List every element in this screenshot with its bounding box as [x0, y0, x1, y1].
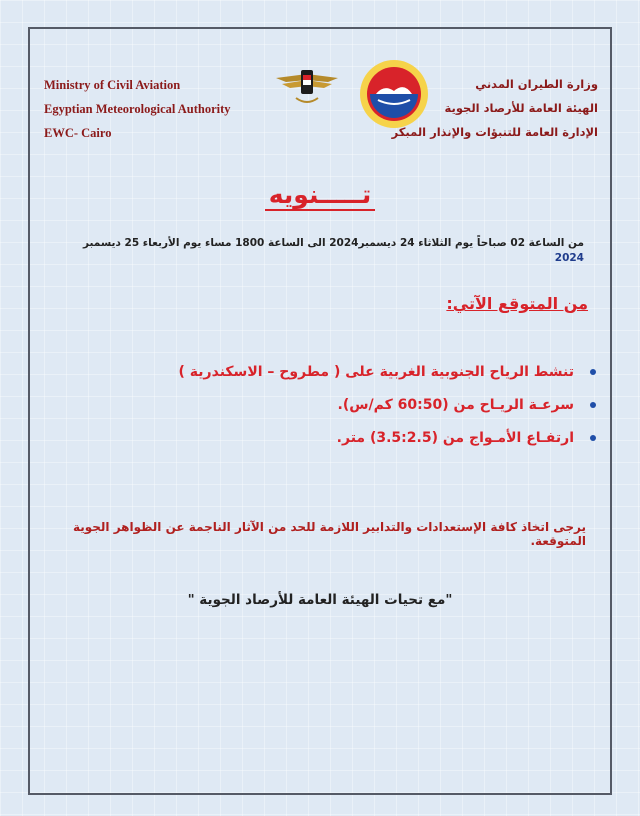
department-name-ar: الإدارة العامة للتنبؤات والإنذار المبكر — [391, 125, 598, 139]
bullet-icon — [590, 435, 596, 441]
list-item — [154, 422, 574, 455]
notice-title — [0, 180, 640, 209]
list-item-text: تنشط الرياح الجنوبية الغربية على ( مطروح – الاسكندرية ) — [178, 364, 574, 380]
advisory-text: يرجى اتخاذ كافة الإستعدادات والتدابير اللازمة للحد من الآثار الناجمة عن الظواهر الجوية المتوقعة. — [72, 520, 586, 548]
forecast-list — [154, 356, 574, 455]
list-item-text: ارتفـاع الأمـواج من (3.5:2.5) متر. — [336, 430, 574, 446]
arabic-header — [392, 72, 598, 144]
validity-period — [54, 236, 584, 266]
ministry-name-en: Ministry of Civil Aviation — [44, 78, 181, 92]
closing-greeting: "مع تحيات الهيئة العامة للأرصاد الجوية " — [187, 592, 453, 608]
bullet-icon — [590, 369, 596, 375]
list-item — [154, 389, 574, 422]
period-line-1: من الساعة 02 صباحاً يوم الثلاثاء 24 ديسمبر2024 الى الساعة 1800 مساء يوم الأربعاء 25 ديسمبر — [82, 237, 584, 249]
center-name-en: EWC- Cairo — [44, 126, 112, 140]
english-header — [44, 73, 231, 145]
list-item — [154, 356, 574, 389]
authority-name-ar: الهيئة العامة للأرصاد الجوية — [444, 101, 598, 115]
aviation-wings-logo — [272, 66, 342, 110]
expected-heading: من المتوقع الآتي: — [446, 294, 588, 313]
period-line-2: 2024 — [554, 252, 584, 264]
notice-title-text: تـــــنويه — [265, 180, 376, 211]
authority-name-en: Egyptian Meteorological Authority — [44, 102, 231, 116]
ministry-name-ar: وزارة الطيران المدني — [475, 77, 598, 91]
list-item-text: سرعـة الريـاح من (60:50 كم/س). — [337, 397, 574, 413]
bullet-icon — [590, 402, 596, 408]
